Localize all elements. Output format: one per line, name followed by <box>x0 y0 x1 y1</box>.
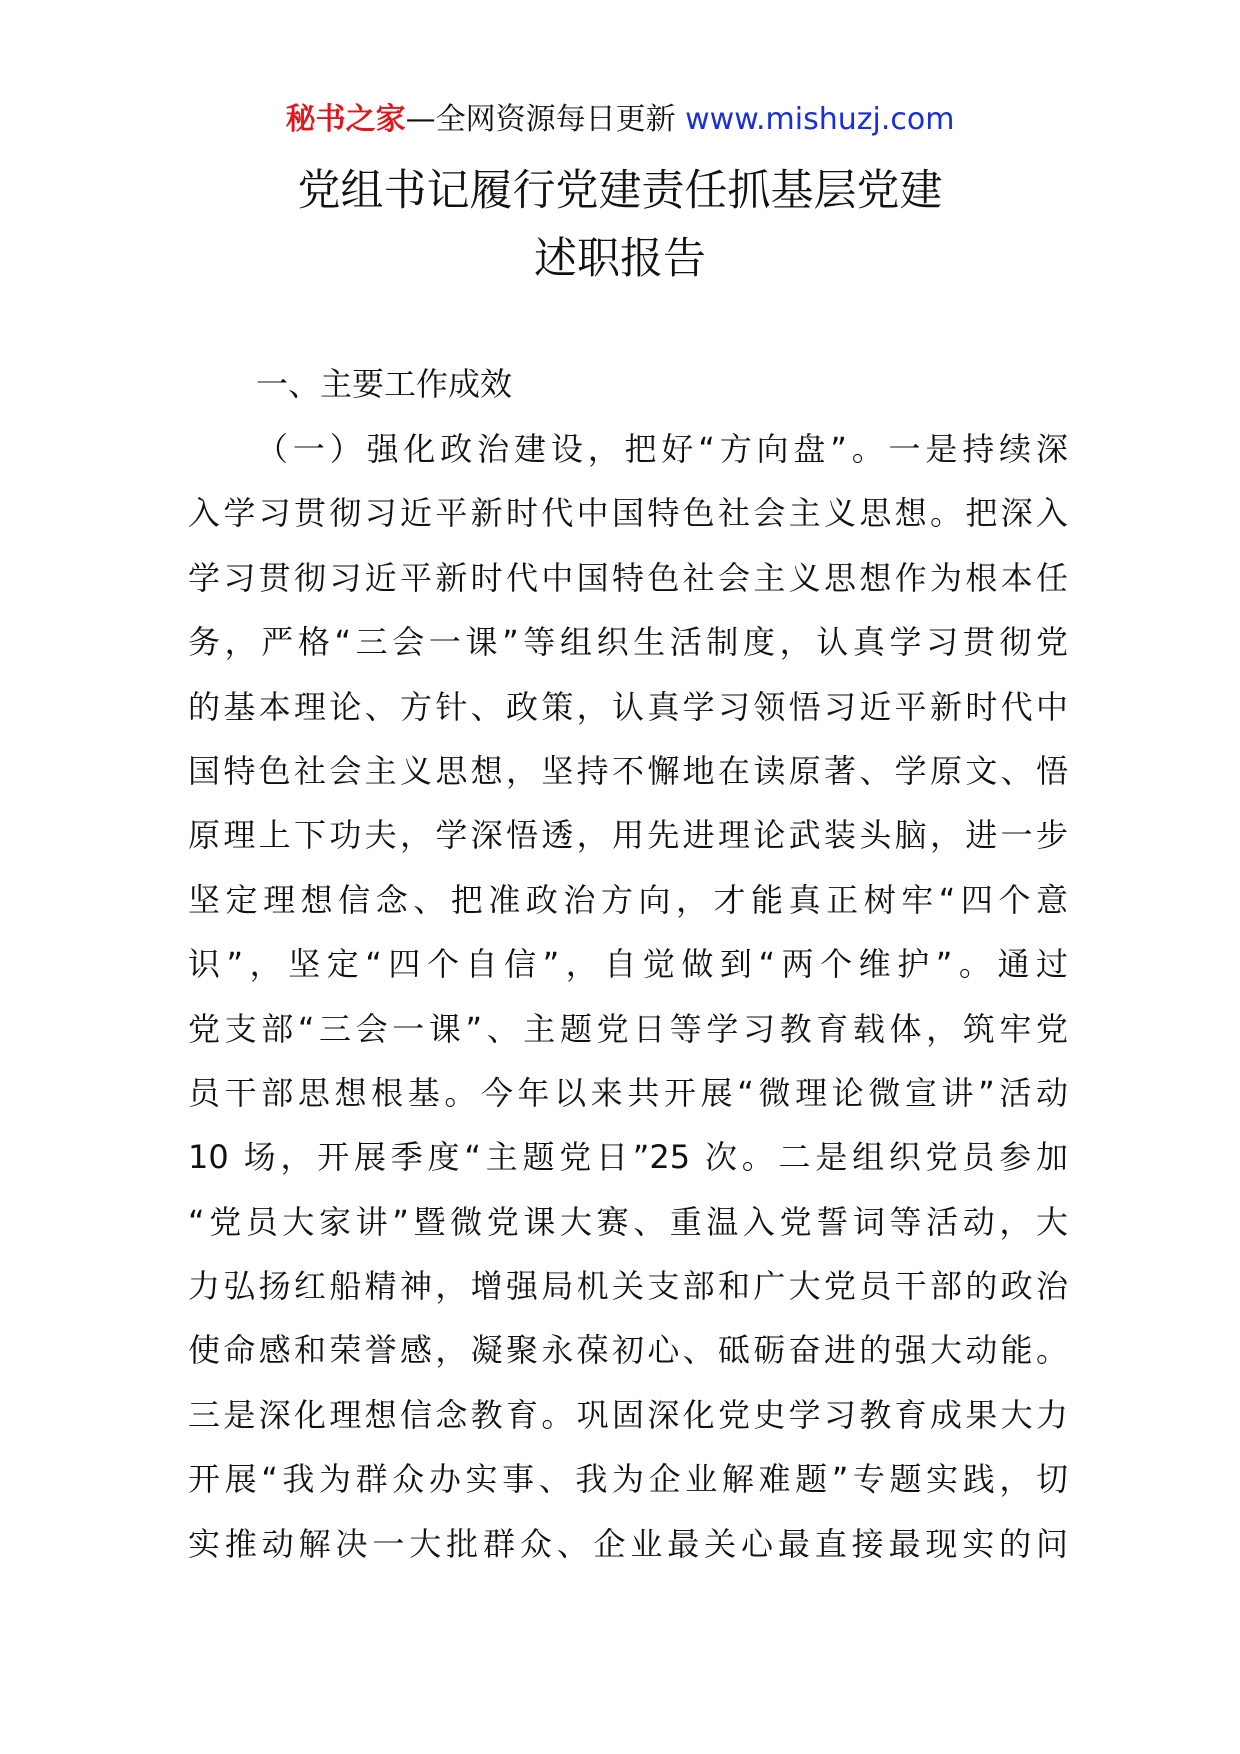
body-line: 党支部“三会一课”、主题党日等学习教育载体，筑牢党 <box>188 1009 1068 1048</box>
body-line: 学习贯彻习近平新时代中国特色社会主义思想作为根本任 <box>188 558 1068 597</box>
body-line: 的基本理论、方针、政策，认真学习领悟习近平新时代中 <box>188 687 1068 726</box>
body-line: 入学习贯彻习近平新时代中国特色社会主义思想。把深入 <box>188 494 1068 533</box>
body-line: “党员大家讲”暨微党课大赛、重温入党誓词等活动，大 <box>188 1202 1068 1241</box>
body-line: 国特色社会主义思想，坚持不懈地在读原著、学原文、悟 <box>188 751 1068 790</box>
body-line: 识”，坚定“四个自信”，自觉做到“两个维护”。通过 <box>188 945 1068 984</box>
body-line: 坚定理想信念、把准政治方向，才能真正树牢“四个意 <box>188 880 1068 919</box>
site-header <box>0 100 1240 140</box>
site-url-link[interactable]: www.mishuzj.com <box>685 102 955 137</box>
header-tagline: —全网资源每日更新 <box>405 102 676 137</box>
brand-name: 秘书之家 <box>285 102 406 137</box>
body-line: 务，严格“三会一课”等组织生活制度，认真学习贯彻党 <box>188 623 1068 662</box>
section-heading: 一、主要工作成效 <box>256 365 513 403</box>
body-line: 原理上下功夫，学深悟透，用先进理论武装头脑，进一步 <box>188 816 1068 855</box>
body-line: 实推动解决一大批群众、企业最关心最直接最现实的问 <box>188 1524 1068 1563</box>
body-line: 使命感和荣誉感，凝聚永葆初心、砥砺奋进的强大动能。 <box>188 1331 1068 1370</box>
body-line: 三是深化理想信念教育。巩固深化党史学习教育成果大力 <box>188 1395 1068 1434</box>
body-line: 开展“我为群众办实事、我为企业解难题”专题实践，切 <box>188 1460 1068 1499</box>
body-line: （一）强化政治建设，把好“方向盘”。一是持续深 <box>256 430 1068 468</box>
body-line: 员干部思想根基。今年以来共开展“微理论微宣讲”活动 <box>188 1073 1068 1112</box>
document-title-line-1: 党组书记履行党建责任抓基层党建 <box>297 166 943 216</box>
body-text <box>188 427 1068 1586</box>
body-line: 10 场，开展季度“主题党日”25 次。二是组织党员参加 <box>188 1138 1068 1177</box>
body-line: 力弘扬红船精神，增强局机关支部和广大党员干部的政治 <box>188 1267 1068 1306</box>
document-title-line-2: 述职报告 <box>534 234 706 284</box>
